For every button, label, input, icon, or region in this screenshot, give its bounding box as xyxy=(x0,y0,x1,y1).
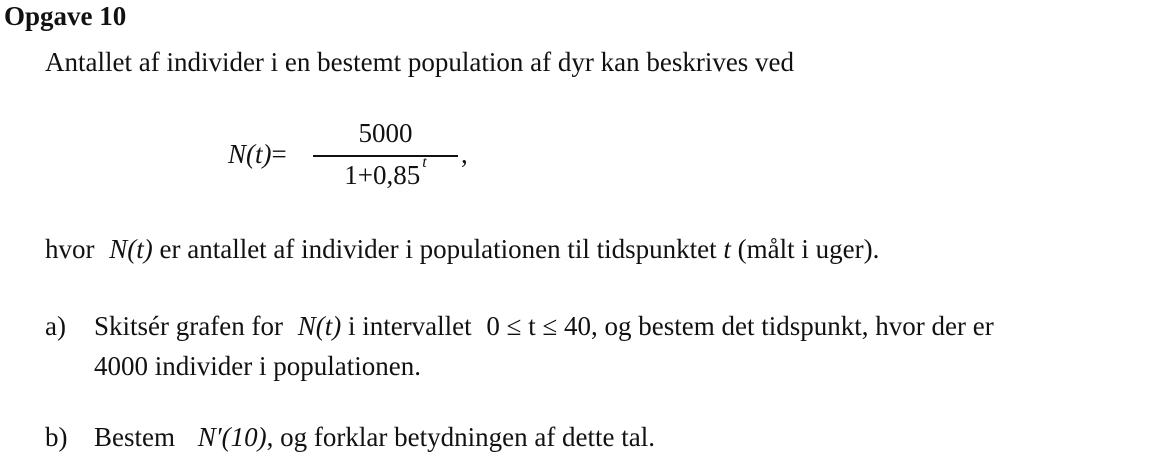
definition-middle: er antallet af individer i populationen til tidspunktet xyxy=(159,234,717,264)
intro-text: Antallet af individer i en bestemt population af dyr kan beskrives ved xyxy=(45,47,795,77)
question-a-line1 xyxy=(94,311,994,342)
question-a xyxy=(45,311,1145,391)
denominator-base: 1+0,85 xyxy=(344,160,421,190)
question-a-text-2: i intervallet xyxy=(347,311,472,341)
question-a-interval: 0 ≤ t ≤ 40 xyxy=(486,311,592,341)
question-b-text-1: Bestem xyxy=(94,422,175,452)
definition-suffix: (målt i uger). xyxy=(737,234,880,264)
formula-equals: = xyxy=(271,139,287,169)
question-b-label: b) xyxy=(45,422,68,452)
question-a-variable: N(t) xyxy=(297,311,342,341)
definition-prefix: hvor xyxy=(45,234,95,264)
question-b-text-2: , og forklar betydningen af dette tal. xyxy=(266,422,656,452)
formula-numerator: 5000 xyxy=(358,118,413,148)
exercise-title: Opgave 10 xyxy=(4,1,127,31)
question-b-line1 xyxy=(94,422,655,453)
question-a-label: a) xyxy=(45,311,66,341)
question-a-text-1: Skitsér grafen for xyxy=(94,311,283,341)
formula-comma: , xyxy=(461,139,468,169)
question-a-line2: 4000 individer i populationen. xyxy=(94,351,421,381)
definition-text xyxy=(45,234,879,265)
definition-time-variable: t xyxy=(723,234,731,264)
formula-function: N(t) xyxy=(228,139,272,169)
denominator-exponent: t xyxy=(422,154,427,171)
definition-variable: N(t) xyxy=(109,234,153,264)
fraction-bar xyxy=(313,155,458,157)
question-b-expression: N′(10) xyxy=(197,422,267,452)
formula-lhs xyxy=(228,139,287,170)
question-a-text-3: , og bestem det tidspunkt, hvor der er xyxy=(591,311,994,341)
formula-denominator xyxy=(313,154,458,191)
question-b xyxy=(45,422,1145,458)
